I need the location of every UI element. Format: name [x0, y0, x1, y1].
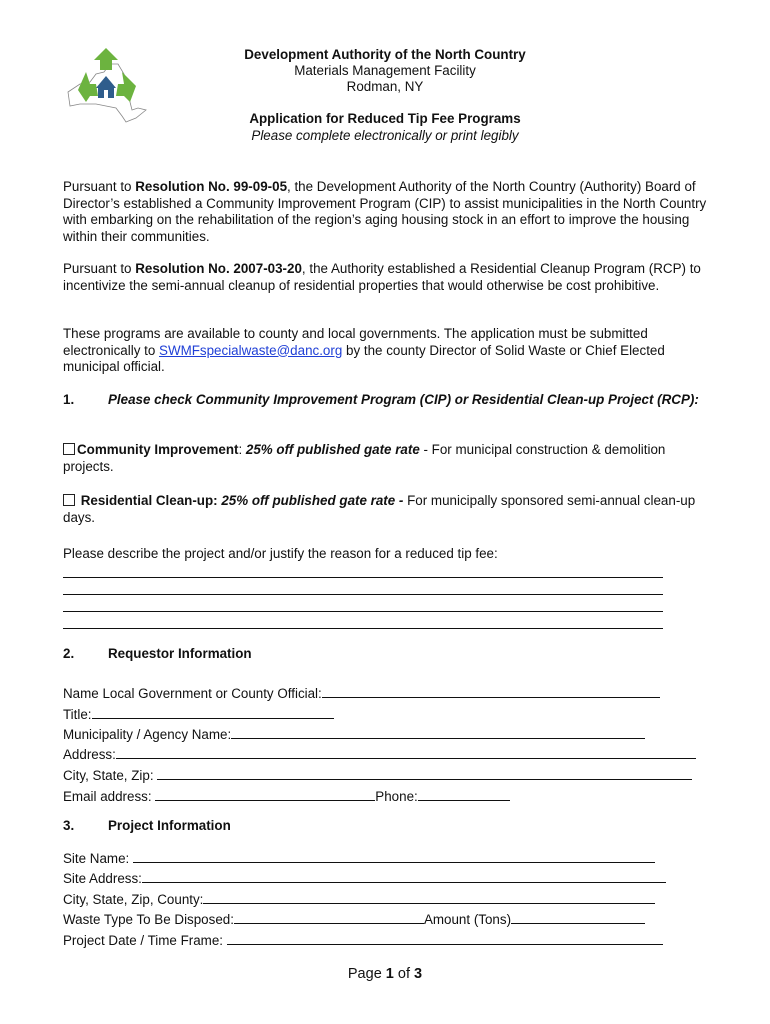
recycle-arrow-left-icon	[78, 72, 98, 102]
section-2-number: 2.	[63, 646, 75, 661]
project-date-row: Project Date / Time Frame:	[63, 932, 663, 949]
official-field[interactable]	[322, 685, 660, 698]
section-1-number: 1.	[63, 392, 75, 407]
site-address-row: Site Address:	[63, 870, 666, 887]
describe-line-2[interactable]	[63, 594, 663, 595]
amount-tons-field[interactable]	[511, 911, 645, 924]
intro-paragraph-cip: Pursuant to Resolution No. 99-09-05, the Development Authority of the North Country (Authority) Board of Director’s established a Community Improvement Program (CIP) to assist municipalities in the North Country with embarking on the rehabilitation of the region’s aging housing stock in an effort to improve the housing within their communities.	[63, 179, 707, 244]
city-state-zip-row: City, State, Zip:	[63, 767, 692, 784]
option-community-improvement: Community Improvement: 25% off published gate rate - For municipal construction & demolition projects.	[63, 442, 666, 474]
facility-name: Materials Management Facility	[294, 63, 476, 78]
site-name-field[interactable]	[133, 850, 655, 863]
rcp-checkbox[interactable]	[63, 494, 75, 506]
project-date-field[interactable]	[227, 932, 663, 945]
waste-type-field[interactable]	[234, 911, 424, 924]
describe-line-4[interactable]	[63, 628, 663, 629]
submission-email-link[interactable]: SWMFspecialwaste@danc.org	[159, 342, 343, 358]
resolution-rcp: Resolution No. 2007-03-20	[135, 261, 302, 276]
waste-type-row: Waste Type To Be Disposed: Amount (Tons)	[63, 911, 645, 928]
form-title: Application for Reduced Tip Fee Programs	[249, 111, 521, 126]
email-phone-row: Email address: Phone:	[63, 788, 510, 805]
resolution-cip: Resolution No. 99-09-05	[135, 179, 288, 194]
org-name: Development Authority of the North Country	[244, 47, 526, 62]
email-field[interactable]	[155, 788, 375, 801]
site-address-field[interactable]	[142, 870, 666, 883]
form-instruction: Please complete electronically or print legibly	[251, 128, 519, 143]
municipality-field[interactable]	[231, 726, 645, 739]
recycle-arrow-top-icon	[94, 48, 118, 70]
intro-paragraph-submission: These programs are available to county and local governments. The application must be submitted electronically to SWMFspecialwaste@danc.org by the county Director of Solid Waste or Chief Elected municipal official.	[63, 326, 665, 374]
intro-paragraph-rcp: Pursuant to Resolution No. 2007-03-20, the Authority established a Residential Cleanup Program (RCP) to incentivize the semi-annual cleanup of residential properties that would otherwise be cost prohibitive.	[63, 261, 701, 293]
describe-prompt: Please describe the project and/or justify the reason for a reduced tip fee:	[63, 546, 498, 561]
section-1-question: Please check Community Improvement Program (CIP) or Residential Clean-up Project (RCP):	[108, 392, 699, 407]
cip-checkbox[interactable]	[63, 443, 75, 455]
recycle-ny-state-logo	[60, 44, 152, 128]
recycle-arrow-right-icon	[116, 72, 136, 102]
phone-field[interactable]	[418, 788, 510, 801]
describe-line-1[interactable]	[63, 577, 663, 578]
city-state-zip-field[interactable]	[157, 767, 692, 780]
site-name-row: Site Name:	[63, 850, 655, 867]
title-row: Title:	[63, 706, 334, 723]
section-3-number: 3.	[63, 818, 75, 833]
address-row: Address:	[63, 746, 696, 763]
address-field[interactable]	[116, 746, 696, 759]
title-field[interactable]	[92, 706, 334, 719]
option-residential-cleanup: Residential Clean-up: 25% off published gate rate - For municipally sponsored semi-annual clean-up days.	[63, 493, 696, 525]
city-state-zip-county-row: City, State, Zip, County:	[63, 891, 655, 908]
official-row: Name Local Government or County Official:	[63, 685, 660, 702]
house-door-icon	[104, 90, 108, 98]
municipality-row: Municipality / Agency Name:	[63, 726, 645, 743]
page-number: Page 1 of 3	[347, 966, 423, 982]
section-3-title: Project Information	[108, 818, 231, 833]
describe-line-3[interactable]	[63, 611, 663, 612]
facility-location: Rodman, NY	[346, 79, 424, 94]
city-state-zip-county-field[interactable]	[203, 891, 655, 904]
section-2-title: Requestor Information	[108, 646, 252, 661]
